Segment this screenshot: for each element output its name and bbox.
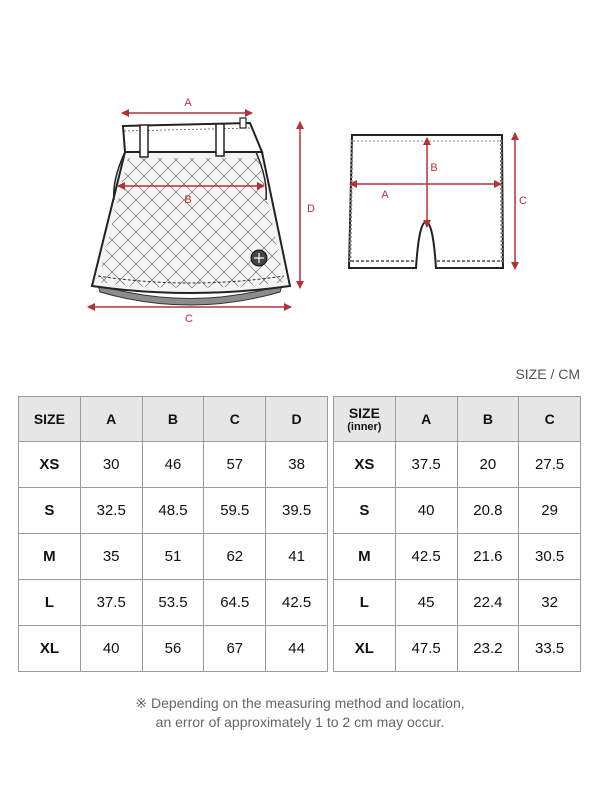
- size-cell: XL: [334, 626, 396, 672]
- value-cell: 39.5: [266, 488, 328, 534]
- measurement-diagram: [0, 0, 600, 345]
- value-cell: 35: [80, 534, 142, 580]
- skirt-dim-a-label: A: [184, 97, 192, 109]
- inner-header-b: B: [457, 397, 519, 442]
- value-cell: 32.5: [80, 488, 142, 534]
- value-cell: 37.5: [395, 442, 457, 488]
- value-cell: 56: [142, 626, 204, 672]
- value-cell: 40: [80, 626, 142, 672]
- value-cell: 62: [204, 534, 266, 580]
- unit-label: SIZE / CM: [515, 366, 580, 382]
- skirt-header-size: SIZE: [19, 397, 81, 442]
- inner-header-size-main: SIZE: [348, 405, 380, 421]
- skirt-dim-c-label: C: [185, 313, 193, 325]
- table-row: [19, 488, 328, 534]
- inner-header-c: C: [519, 397, 581, 442]
- skirt-size-table: [18, 396, 328, 672]
- size-cell: L: [19, 580, 81, 626]
- value-cell: 44: [266, 626, 328, 672]
- value-cell: 20: [457, 442, 519, 488]
- inner-header-a: A: [395, 397, 457, 442]
- skirt-header-c: C: [204, 397, 266, 442]
- value-cell: 22.4: [457, 580, 519, 626]
- value-cell: 21.6: [457, 534, 519, 580]
- measurement-note-line-2: an error of approximately 1 to 2 cm may occur.: [155, 714, 445, 730]
- value-cell: 40: [395, 488, 457, 534]
- inner-shorts-drawing: [349, 135, 503, 268]
- skirt-drawing: [92, 118, 290, 305]
- value-cell: 20.8: [457, 488, 519, 534]
- inner-dim-c-label: C: [519, 195, 527, 207]
- value-cell: 33.5: [519, 626, 581, 672]
- value-cell: 38: [266, 442, 328, 488]
- skirt-table-header-row: [19, 397, 328, 442]
- skirt-header-b: B: [142, 397, 204, 442]
- skirt-dim-d-label: D: [307, 203, 315, 215]
- value-cell: 41: [266, 534, 328, 580]
- value-cell: 57: [204, 442, 266, 488]
- size-cell: L: [334, 580, 396, 626]
- size-cell: S: [334, 488, 396, 534]
- skirt-header-a: A: [80, 397, 142, 442]
- inner-table-header-row: [334, 397, 581, 442]
- value-cell: 30.5: [519, 534, 581, 580]
- skirt-header-d: D: [266, 397, 328, 442]
- inner-size-table: [333, 396, 581, 672]
- table-row: [334, 442, 581, 488]
- value-cell: 48.5: [142, 488, 204, 534]
- value-cell: 46: [142, 442, 204, 488]
- value-cell: 53.5: [142, 580, 204, 626]
- table-row: [19, 580, 328, 626]
- value-cell: 45: [395, 580, 457, 626]
- inner-shorts-body: [349, 135, 503, 268]
- value-cell: 30: [80, 442, 142, 488]
- size-cell: M: [334, 534, 396, 580]
- table-row: [19, 534, 328, 580]
- value-cell: 64.5: [204, 580, 266, 626]
- table-row: [334, 488, 581, 534]
- table-row: [334, 534, 581, 580]
- inner-dim-b-label: B: [430, 162, 438, 174]
- inner-header-size: [334, 397, 396, 442]
- size-cell: S: [19, 488, 81, 534]
- value-cell: 29: [519, 488, 581, 534]
- value-cell: 42.5: [266, 580, 328, 626]
- table-row: [19, 442, 328, 488]
- value-cell: 37.5: [80, 580, 142, 626]
- value-cell: 32: [519, 580, 581, 626]
- table-row: [19, 626, 328, 672]
- table-row: [334, 580, 581, 626]
- inner-dim-a-label: A: [381, 189, 389, 201]
- size-cell: XL: [19, 626, 81, 672]
- measurement-note-line-1: ※ Depending on the measuring method and location,: [135, 695, 465, 711]
- inner-header-size-sub: (inner): [347, 421, 382, 433]
- table-row: [334, 626, 581, 672]
- value-cell: 42.5: [395, 534, 457, 580]
- measurement-note: [0, 694, 600, 732]
- size-cell: XS: [334, 442, 396, 488]
- value-cell: 23.2: [457, 626, 519, 672]
- value-cell: 27.5: [519, 442, 581, 488]
- size-cell: M: [19, 534, 81, 580]
- value-cell: 51: [142, 534, 204, 580]
- value-cell: 47.5: [395, 626, 457, 672]
- size-cell: XS: [19, 442, 81, 488]
- value-cell: 59.5: [204, 488, 266, 534]
- skirt-dim-b-label: B: [184, 194, 192, 206]
- value-cell: 67: [204, 626, 266, 672]
